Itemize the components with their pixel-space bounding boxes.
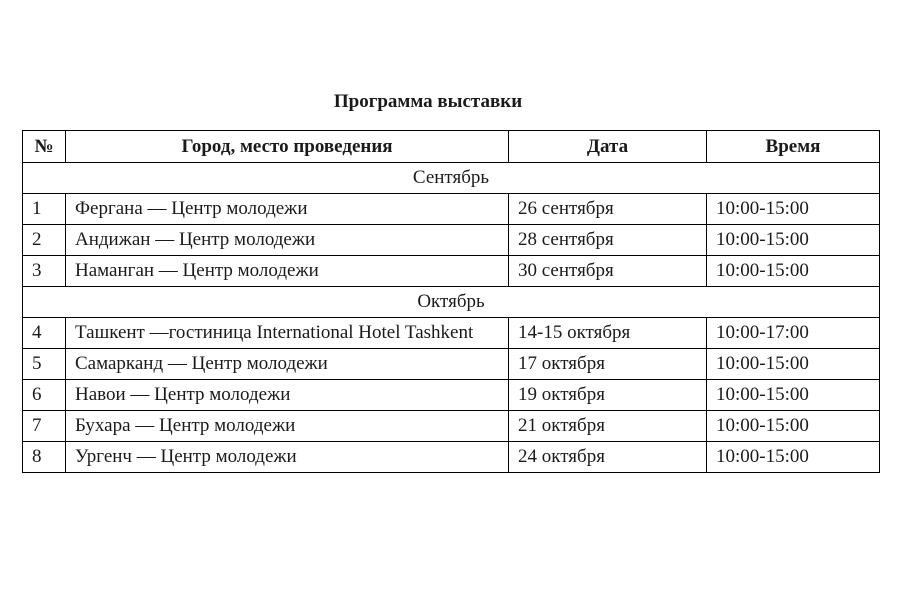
row-date: 30 сентября bbox=[509, 256, 707, 287]
exhibition-schedule-table bbox=[22, 130, 880, 473]
row-city: Андижан — Центр молодежи bbox=[66, 225, 509, 256]
row-number: 8 bbox=[23, 442, 66, 473]
header-number: № bbox=[23, 131, 66, 163]
row-number: 3 bbox=[23, 256, 66, 287]
row-city: Навои — Центр молодежи bbox=[66, 380, 509, 411]
row-date: 19 октября bbox=[509, 380, 707, 411]
row-date: 17 октября bbox=[509, 349, 707, 380]
row-date: 14-15 октября bbox=[509, 318, 707, 349]
row-date: 28 сентября bbox=[509, 225, 707, 256]
row-number: 7 bbox=[23, 411, 66, 442]
row-city: Бухара — Центр молодежи bbox=[66, 411, 509, 442]
row-city: Самарканд — Центр молодежи bbox=[66, 349, 509, 380]
month-label: Октябрь bbox=[23, 287, 880, 318]
row-time: 10:00-15:00 bbox=[707, 225, 880, 256]
month-label: Сентябрь bbox=[23, 163, 880, 194]
row-date: 26 сентября bbox=[509, 194, 707, 225]
table-row bbox=[23, 318, 880, 349]
row-date: 21 октября bbox=[509, 411, 707, 442]
month-row bbox=[23, 287, 880, 318]
row-time: 10:00-15:00 bbox=[707, 194, 880, 225]
table-row bbox=[23, 349, 880, 380]
row-date: 24 октября bbox=[509, 442, 707, 473]
row-number: 6 bbox=[23, 380, 66, 411]
row-city: Ургенч — Центр молодежи bbox=[66, 442, 509, 473]
header-city: Город, место проведения bbox=[66, 131, 509, 163]
table-row bbox=[23, 380, 880, 411]
row-number: 5 bbox=[23, 349, 66, 380]
row-time: 10:00-17:00 bbox=[707, 318, 880, 349]
table-row bbox=[23, 256, 880, 287]
document-title: Программа выставки bbox=[333, 91, 523, 112]
row-city: Ташкент —гостиница International Hotel Tashkent bbox=[66, 318, 509, 349]
row-number: 2 bbox=[23, 225, 66, 256]
table-row bbox=[23, 411, 880, 442]
month-row bbox=[23, 163, 880, 194]
table-row bbox=[23, 225, 880, 256]
header-time: Время bbox=[707, 131, 880, 163]
table-row bbox=[23, 194, 880, 225]
row-city: Наманган — Центр молодежи bbox=[66, 256, 509, 287]
row-number: 4 bbox=[23, 318, 66, 349]
row-time: 10:00-15:00 bbox=[707, 442, 880, 473]
row-time: 10:00-15:00 bbox=[707, 411, 880, 442]
row-time: 10:00-15:00 bbox=[707, 256, 880, 287]
row-time: 10:00-15:00 bbox=[707, 380, 880, 411]
row-time: 10:00-15:00 bbox=[707, 349, 880, 380]
row-city: Фергана — Центр молодежи bbox=[66, 194, 509, 225]
table-header-row bbox=[23, 131, 880, 163]
row-number: 1 bbox=[23, 194, 66, 225]
header-date: Дата bbox=[509, 131, 707, 163]
table-row bbox=[23, 442, 880, 473]
